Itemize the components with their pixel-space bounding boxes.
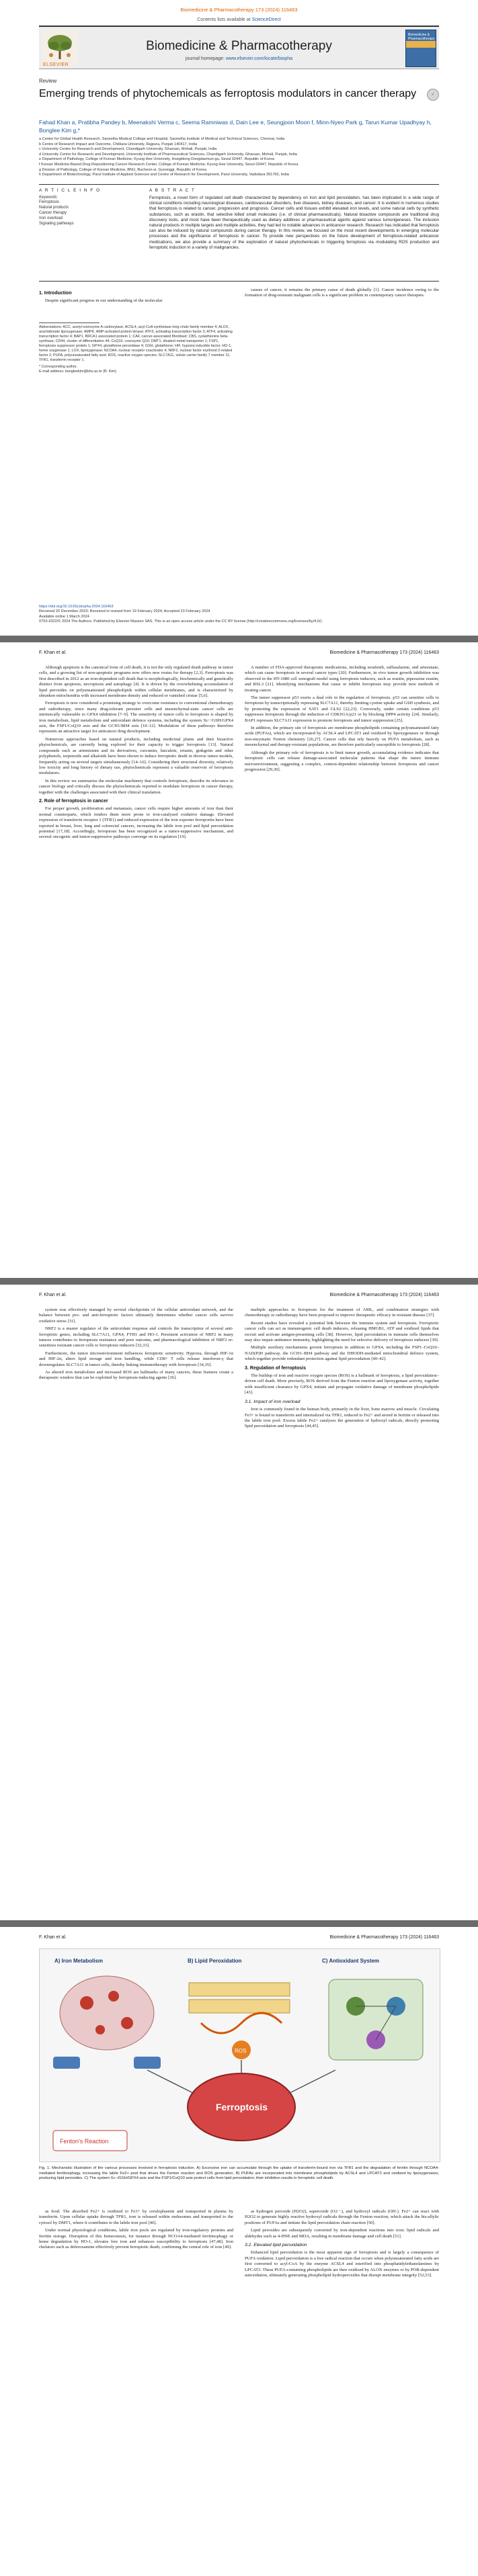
running-header: [0, 1934, 478, 1943]
section-heading: 1. Introduction: [39, 291, 72, 296]
abbreviations-footnote: Abbreviations: ACC, acetyl-coenzyme A carboxylase; ACSL4, acyl-CoA synthetase long chain family member 4; ALOX, arachidonate lipoxygenase; AMPK, AMP-activated protein kinase; ATF3, activating transcription factor 3; ATF4, activating transcription factor 4; BAP1, BRCA1 associated protein 1; CAF, cancer-associated fibroblast; CBS, cystathionine beta-synthase; CD44, cluster of differentiation 44; CoQ10, coenzyme Q10; DMT1, divalent metal transporter 1; FSP1, ferroptosis suppressor protein 1; GPX4, glutathione peroxidase 4; GSH, glutathione; HIF, hypoxia inducible factor; HO-1, heme oxygenase 1; LOX, lipoxygenase; NCOA4, nuclear receptor coactivator 4; NRF2, nuclear factor erythroid 2-related factor 2; PUFA, polyunsaturated fatty acid; ROS, reactive oxygen species; SLC7A11, solute carrier family 7 member 11; TFR1, transferrin receptor 1.: [39, 325, 233, 362]
intro-left-column: [39, 288, 233, 306]
page-2: [0, 642, 478, 1278]
running-journal: Biomedicine & Pharmacotherapy 173 (2024) 116463: [329, 650, 439, 655]
transporter-shape: [53, 2057, 80, 2069]
figure-caption: Fig. 1. Mechanistic illustration of the various processes involved in ferroptosis induction. A) Excessive iron can accumulate through the uptake of transferrin-bound iron via TFR1 and the degradation of ferritin through NCOA4-mediated ferritinophagy, increasing the labile Fe2+ pool that drives the Fenton reaction and ROS generation. B) PUFAs are incorporated into membrane phospholipids by ACSL4 and LPCAT3 and oxidized by lipoxygenases, producing lipid peroxides. C) The system Xc−/GSH/GPX4 axis and the FSP1/CoQ10 axis protect cells from lipid peroxidation; their inhibition results in ferroptotic cell death.: [39, 2166, 439, 2181]
keyword: Ferroptosis: [39, 200, 60, 204]
figure-1: [39, 1948, 440, 2162]
paragraph: Recent studies have revealed a potential link between the immune system and ferroptosis. Ferroptotic cancer cells can act as immunogenic cell death inducers, releasing HMGB1, ATP and oxidized lipids that recruit and activate antigen-presenting cells [38]. However, lipid peroxidation in immune cells themselves may also impair antitumor immunity, highlighting the need for selective delivery of ferroptosis inducers [39].: [245, 1320, 439, 1343]
article-metadata: [39, 605, 439, 625]
paragraph: As altered iron metabolism and increased ROS are hallmarks of many cancers, these features create a therapeutic window that can be exploited by ferroptosis-inducing agents [36].: [39, 1370, 233, 1381]
running-author: F. Khan et al.: [39, 650, 67, 655]
article-info: [39, 188, 140, 226]
article-title: Emerging trends of phytochemicals as ferroptosis modulators in cancer therapy: [39, 88, 417, 99]
homepage-label: journal homepage:: [185, 56, 225, 61]
fenton-label: Fenton's Reaction: [60, 2138, 109, 2145]
lipid-chain: [201, 2013, 282, 2033]
right-column: [245, 2209, 439, 2280]
journal-masthead: [39, 26, 439, 69]
ferroptosis-diagram: [40, 1949, 440, 2161]
page-1: [0, 0, 478, 636]
paragraph: The tumor suppressor p53 exerts a dual role in the regulation of ferroptosis. p53 can sensitize cells to ferroptosis by transcriptionally repressing SLC7A11, thereby limiting cystine uptake and GSH synthesis, and by promoting the expression of SAT1 and GLS2 [22,23]. Conversely, under certain conditions p53 suppresses ferroptosis through the induction of CDKN1A/p21 or by blocking DPP4 activity [24]. Similarly, BAP1 represses SLC7A11 expression to promote ferroptosis and tumor suppression [25].: [245, 695, 439, 723]
homepage-link[interactable]: www.elsevier.com/locate/biopha: [225, 56, 293, 61]
keyword: Iron overload: [39, 216, 63, 220]
publisher-name: ELSEVIER: [43, 62, 69, 67]
received-dates: Received 20 December 2023; Received in revised form 19 February 2024; Accepted 23 February 2024: [39, 609, 210, 614]
affiliations: [39, 137, 439, 178]
paragraph: Multiple auxiliary mechanisms govern ferroptosis in addition to GPX4, including the FSP1–CoQ10–NAD(P)H pathway, the GCH1–BH4 pathway and the DHODH-mediated mitochondrial defence system, which together provide redundant protection against lipid peroxidation [40–42].: [245, 1345, 439, 1362]
paragraph: causes of cancer, it remains the primary cause of death globally [1]. Cancer incidence owing to the formation of drug-resistant malignant cells is a significant problem in contemporary cancer therapies.: [245, 288, 439, 298]
paragraph: A number of FDA-approved therapeutic medications, including sorafenib, sulfasalazine, and artesunate, which can cause ferroptosis in several cancer types [20]. Furthermore, in vivo tumor growth inhibition was observed in the HT-1080 cell xenograft model using ferroptosis inducers, such as erastin, piperazine erastin, and RSL3 [21]. Identifying mechanisms that cause or inhibit ferroptosis may provide new methods of treating cancer.: [245, 665, 439, 693]
panel-a-label: A) Iron Metabolism: [54, 1958, 104, 1964]
iron-particle: [80, 1996, 93, 2010]
right-column: [245, 1307, 439, 1432]
article-info-heading: A R T I C L E I N F O: [39, 188, 101, 193]
affiliation-item: e Department of Pathology, College of Korean Medicine, Kyung Hee University, Hoegidong Dongdaemun-gu, Seoul 02447, Republic of Korea: [39, 157, 274, 162]
running-header: [0, 649, 478, 658]
keywords-label: Keywords:: [39, 196, 58, 200]
section-heading: 2. Role of ferroptosis in cancer: [39, 798, 108, 804]
keyword: Signaling pathways: [39, 222, 74, 226]
contents-line: [0, 17, 478, 22]
paragraph: as hydrogen peroxide (H2O2), superoxide (O2·−), and hydroxyl radicals (OH·). Fe2+ can react with H2O2 to generate highly reactive hydroxyl radicals through the Fenton reaction, which attack the bis-allylic positions of PUFAs and initiate the lipid peroxidation chain reaction [50].: [245, 2209, 439, 2225]
paragraph: Ferroptosis is now considered a promising strategy to overcome resistance to conventional chemotherapy and radiotherapy, since many drug-tolerant persister cells and mesenchymal-state cancer cells are intrinsically vulnerable to GPX4 inhibition [7–9]. The sensitivity of tumor cells to ferroptosis is shaped by iron metabolism, lipid metabolism and antioxidant defence systems, including the system Xc−/GSH/GPX4 axis, the FSP1/CoQ10 axis and the GCH1/BH4 axis [10–12]. Modulation of these pathways therefore represents an attractive target for anticancer drug development.: [39, 701, 233, 734]
affiliation-item: h Department of Biotechnology, Parul Institute of Applied Sciences and Centre of Research for Development, Parul University, Vadodara 391760, India: [39, 173, 289, 177]
abstract-block: [149, 188, 439, 251]
cover-stripe: [406, 41, 436, 48]
footnotes: [39, 323, 233, 374]
membrane-bilayer: [189, 1983, 290, 1996]
paragraph: Furthermore, the tumor microenvironment influences ferroptotic sensitivity. Hypoxia, through HIF-1α and HIF-2α, alters lipid storage and iron handling, while CD8+ T cells release interferon-γ that downregulates SLC7A11 in tumor cells, thereby linking immunotherapy with ferroptosis [34,35].: [39, 1350, 233, 1367]
paragraph: In addition, the primary site of ferroptosis are membrane phospholipids containing polyunsaturated fatty acids (PUFAs), which are incorporated by ACSL4 and LPCAT3 and oxidized by lipoxygenases or through non-enzymatic Fenton chemistry [26,27]. Cancer cells that rely heavily on PUFA metabolism, such as mesenchymal and therapy-resistant populations, are therefore particularly susceptible to ferroptosis [28].: [245, 726, 439, 748]
contents-label: Contents lists available at: [197, 17, 251, 22]
page-3: [0, 1285, 478, 1920]
available-online: Available online 1 March 2024: [39, 614, 89, 619]
left-column: [39, 1307, 233, 1383]
affiliation-item: c University Centre for Research and Development, Chandigarh University, Gharuan, Mohali, Punjab, India: [39, 147, 217, 152]
membrane-bilayer: [189, 2000, 290, 2013]
abstract-text: Ferroptosis, a novel form of regulated cell death characterized by dependency on iron and lipid peroxidation, has been implicated in a wide range of clinical conditions including neurological diseases, cardiovascular disorders, liver diseases, kidney diseases, and cancer. It is evident in numerous studies that ferroptosis is related to cancer, progression and prognosis. Cancer cells and tissues exhibit elevated iron levels, and some natural cells by synthetic substances, such as erastin, that selective killed small molecules (i.e. of clinical pharmaceuticals). Natural bioactive compounds are traditional drug discovery tools, and most have been therapeutically used as dietary additives or pharmaceutical agents against various tumorigeneses. The inclusion natural products in multiple targets and multiple activities, they had led to notable advances in anticancer research. Research has indicated that ferroptosis can also be induced by natural compounds during cancer therapy. In this review, we focused on the most recent developments in emerging molecular processes and the significance of ferroptosis in cancer. To provide new perspectives on the future development of ferroptosis-related anticancer medications, we also provide a summary of the exploration of natural phytochemicals in triggering ferroptosis via modulating ROS production and ferroptotic induction in a variety of malignancies.: [149, 196, 439, 250]
paragraph: Lipid peroxides are subsequently converted by iron-dependent reactions into toxic lipid radicals and aldehydes such as 4-HNE and MDA, resulting in membrane damage and cell death [51].: [245, 2228, 439, 2239]
paragraph: NRF2 is a master regulator of the antioxidant response and controls the transcription of several anti-ferroptotic genes, including SLC7A11, GPX4, FTH1 and HO-1. Persistent activation of NRF2 in many tumors contributes to ferroptosis resistance and poor outcome, and pharmacological inhibition of NRF2 re-sensitizes resistant cancer cells to ferroptosis inducers [32,33].: [39, 1326, 233, 1348]
journal-title: Biomedicine & Pharmacotherapy: [146, 39, 332, 53]
paragraph: Enhanced lipid peroxidation is the most apparent sign of ferroptosis and is largely a consequence of PUFA oxidation. Lipid peroxidation is a free radical reaction that occurs when polyunsaturated fatty acids are first converted to acyl-CoA by the enzyme ACSL4 and esterified into phosphatidylethanolamines by LPCAT3. These PUFA-containing phospholipids are then oxidized by ALOX enzymes or by POR-dependent autoxidation, ultimately generating phospholipid hydroperoxides that disrupt membrane integrity [52,53].: [245, 2250, 439, 2278]
author-list[interactable]: Fahad Khan a, Pratibha Pandey b, Meenakshi Verma c, Seema Ramniwas d, Dain Lee e, Seungjoon Moon f, Minn-Nyeo Park g, Tarun Kumar Upadhyay h, Bonglee Kim g,*: [39, 119, 432, 134]
keyword: Natural products: [39, 206, 69, 210]
affiliation-item: a Center for Global Health Research, Saveetha Medical College and Hospital, Saveetha Institute of Medical and Technical Sciences, Chennai, India: [39, 137, 285, 141]
journal-homepage: [39, 56, 439, 61]
running-journal: Biomedicine & Pharmacotherapy 173 (2024) 116463: [329, 1935, 439, 1940]
intro-right-column: [245, 288, 439, 301]
ferroptosis-label: Ferroptosis: [216, 2102, 268, 2112]
panel-antioxidant-system: [322, 1958, 423, 2060]
journal-citation: Biomedicine & Pharmacotherapy 173 (2024) 116463: [180, 7, 298, 13]
doi-link[interactable]: https://doi.org/10.1016/j.biopha.2024.116463: [39, 605, 114, 609]
paragraph: system was effectively managed by several checkpoints of the cellular antioxidant network, and the balance between pro- and anti-ferroptotic factors ultimately determines whether cancer cells survive oxidative stress [31].: [39, 1307, 233, 1324]
iron-particle: [95, 2025, 105, 2034]
subsection-heading: 3.2. Elevated lipid peroxidation: [245, 2243, 307, 2248]
fenton-box: [53, 2131, 127, 2151]
running-journal: Biomedicine & Pharmacotherapy 173 (2024) 116463: [329, 1293, 439, 1297]
paragraph: Numerous approaches based on natural products, including medicinal plants and their bioactive phytochemicals, are currently being explored for their capacity to trigger ferroptosis [13]. Natural compounds such as artemisinin and its derivatives, curcumin, baicalein, erianin, ginkgetin and other polyphenols, terpenoids and alkaloids have been shown to induce ferroptotic death in diverse tumor models, frequently acting on several targets simultaneously [14–16]. Considering their structural diversity, relatively low toxicity and long history of dietary use, phytochemicals represent a valuable reservoir of ferroptosis modulators.: [39, 736, 233, 776]
sciencedirect-link[interactable]: ScienceDirect: [251, 17, 281, 22]
paragraph: The buildup of iron and reactive oxygen species (ROS) is a hallmark of ferroptosis, a lipid peroxidation–driven cell death. More precisely, ROS derived from the Fenton reaction and lipoxygenase activity, together with insufficient clearance by GPX4, initiate and propagate oxidative damage of membrane phospholipids [43].: [245, 1373, 439, 1396]
running-author: F. Khan et al.: [39, 1293, 67, 1297]
ferroptosis-center: [147, 2060, 335, 2141]
email-note[interactable]: E-mail address: bongleekim@khu.ac.kr (B. Kim).: [39, 370, 118, 374]
paragraph: Despite significant progress in our understanding of the molecular: [45, 298, 163, 304]
paragraph: as food. The absorbed Fe2+ is oxidized to Fe3+ by ceruloplasmin and transported in plasma by transferrin. Upon cellular uptake through TFR1, iron is released within endosomes and transported to the cytosol by DMT1, where it contributes to the labile iron pool [46].: [39, 2209, 233, 2225]
corresponding-author-note: * Corresponding author.: [39, 365, 77, 369]
affiliation-item: d University Centre for Research and Development, University Institute of Pharmaceutical Sciences, Chandigarh University, Gharuan, Mohali, Punjab, India: [39, 152, 297, 157]
journal-cover-thumbnail: [405, 30, 436, 67]
cell-membrane-shape: [60, 1976, 154, 2050]
iron-particle: [121, 2017, 133, 2029]
check-for-updates-icon[interactable]: ✓: [427, 89, 439, 101]
paragraph: In this review we summarize the molecular machinery that controls ferroptosis, describe its relevance in cancer biology and critically discuss the phytochemicals reported to modulate ferroptosis in cancer therapy, together with the challenges associated with their clinical translation.: [39, 778, 233, 795]
panel-b-label: B) Lipid Peroxidation: [188, 1958, 242, 1964]
panel-lipid-peroxidation: [188, 1958, 290, 2059]
left-column: [39, 665, 233, 843]
affiliation-item: b Centre of Research Impact and Outcome, Chitkara University, Rajpura, Punjab 140417, India: [39, 142, 197, 146]
abstract-heading: A B S T R A C T: [149, 188, 196, 193]
paragraph: Iron is commonly found in the human body, primarily in the liver, bone marrow and muscle. Circulating Fe3+ is bound to transferrin and internalized via TFR1, reduced to Fe2+ and stored in ferritin or released into the labile iron pool. Excess labile Fe2+ catalyzes the generation of hydroxyl radicals, directly promoting lipid peroxidation and ferroptosis [44,45].: [245, 1407, 439, 1429]
panel-c-label: C) Antioxidant System: [322, 1958, 380, 1964]
flow-arrow: [288, 2070, 335, 2094]
running-author: F. Khan et al.: [39, 1935, 67, 1940]
running-header: [0, 1291, 478, 1301]
subsection-heading: 3.1. Impact of iron overload: [245, 1399, 301, 1404]
panel-iron-metabolism: [53, 1958, 161, 2069]
ros-label: ROS: [235, 2048, 247, 2054]
left-column: [39, 2209, 233, 2253]
paragraph: For proper growth, proliferation and metastasis, cancer cells require higher amounts of iron than their normal counterparts, which renders them more prone to iron-catalysed oxidative damage. Elevated expression of transferrin receptor 1 (TFR1) and reduced expression of the iron exporter ferroportin have been reported in breast, liver, lung and colorectal cancers, increasing the labile iron pool and lipid peroxidation potential [17,18]. Accordingly, ferroptosis has been recognized as a tumor-suppressive mechanism, and several oncogenic and tumor-suppressive pathways converge on its regulators [19].: [39, 806, 233, 840]
paragraph: multiple approaches to ferroptosis for the treatment of AML, and combination strategies with chemotherapy or radiotherapy have been proposed to improve therapeutic efficacy in resistant disease [37].: [245, 1307, 439, 1318]
flow-arrow: [147, 2070, 194, 2094]
right-column: [245, 665, 439, 775]
section-heading: 3. Regulation of ferroptosis: [245, 1365, 307, 1371]
affiliation-item: f Korean Medicine-Based Drug Repositioning Cancer Research Center, College of Korean Medicine, Kyung Hee University, Seoul 02447, Republic of Korea: [39, 162, 298, 167]
iron-particle: [108, 1991, 119, 2002]
article-type: Review: [39, 78, 57, 84]
paragraph: Although the primary role of ferroptosis is to limit tumor growth, accumulating evidence indicates that ferroptotic cells can release damage-associated molecular patterns that shape the tumor immune microenvironment, suggesting a complex, context-dependent relationship between ferroptosis and cancer progression [29,30].: [245, 750, 439, 772]
transporter-shape: [134, 2057, 161, 2069]
divider: [39, 281, 439, 282]
license-note: 0753-3322/© 2024 The Authors. Published by Elsevier Masson SAS. This is an open access article under the CC BY license (http://creativecommons.org/licenses/by/4.0/).: [39, 619, 323, 624]
paragraph: Under normal physiological conditions, labile iron pools are regulated by iron-regulatory proteins and ferritin storage. Disruption of this homeostasis, for instance through NCOA4-mediated ferritinophagy or heme degradation by HO-1, elevates free iron and enhances susceptibility to ferroptosis [47,48]. Iron chelators such as deferoxamine effectively prevent ferroptotic death, confirming the central role of iron [49].: [39, 2228, 233, 2250]
divider: [39, 184, 439, 185]
keyword: Cancer therapy: [39, 211, 67, 215]
page-4: [0, 1927, 478, 2576]
affiliation-item: g Division of Pathology, College of Korean Medicine, BNU, Bucheon-si, Gyeonggi, Republic of Korea: [39, 167, 206, 172]
paragraph: Although apoptosis is the canonical form of cell death, it is not the only regulated death pathway in tumor cells, and a growing list of non-apoptotic programs now offers new routes for therapy [2,3]. Ferroptosis was first described in 2012 as an iron-dependent cell death that is morphologically, biochemically and genetically distinct from apoptosis, necroptosis and autophagy [4]. It is driven by the overwhelming accumulation of lipid peroxides on polyunsaturated phospholipids within cellular membranes, and is characterized by shrunken mitochondria with increased membrane density and reduced or vanished cristae [5,6].: [39, 665, 233, 699]
cover-label: Biomedicine & Pharmacotherapy: [408, 33, 435, 41]
